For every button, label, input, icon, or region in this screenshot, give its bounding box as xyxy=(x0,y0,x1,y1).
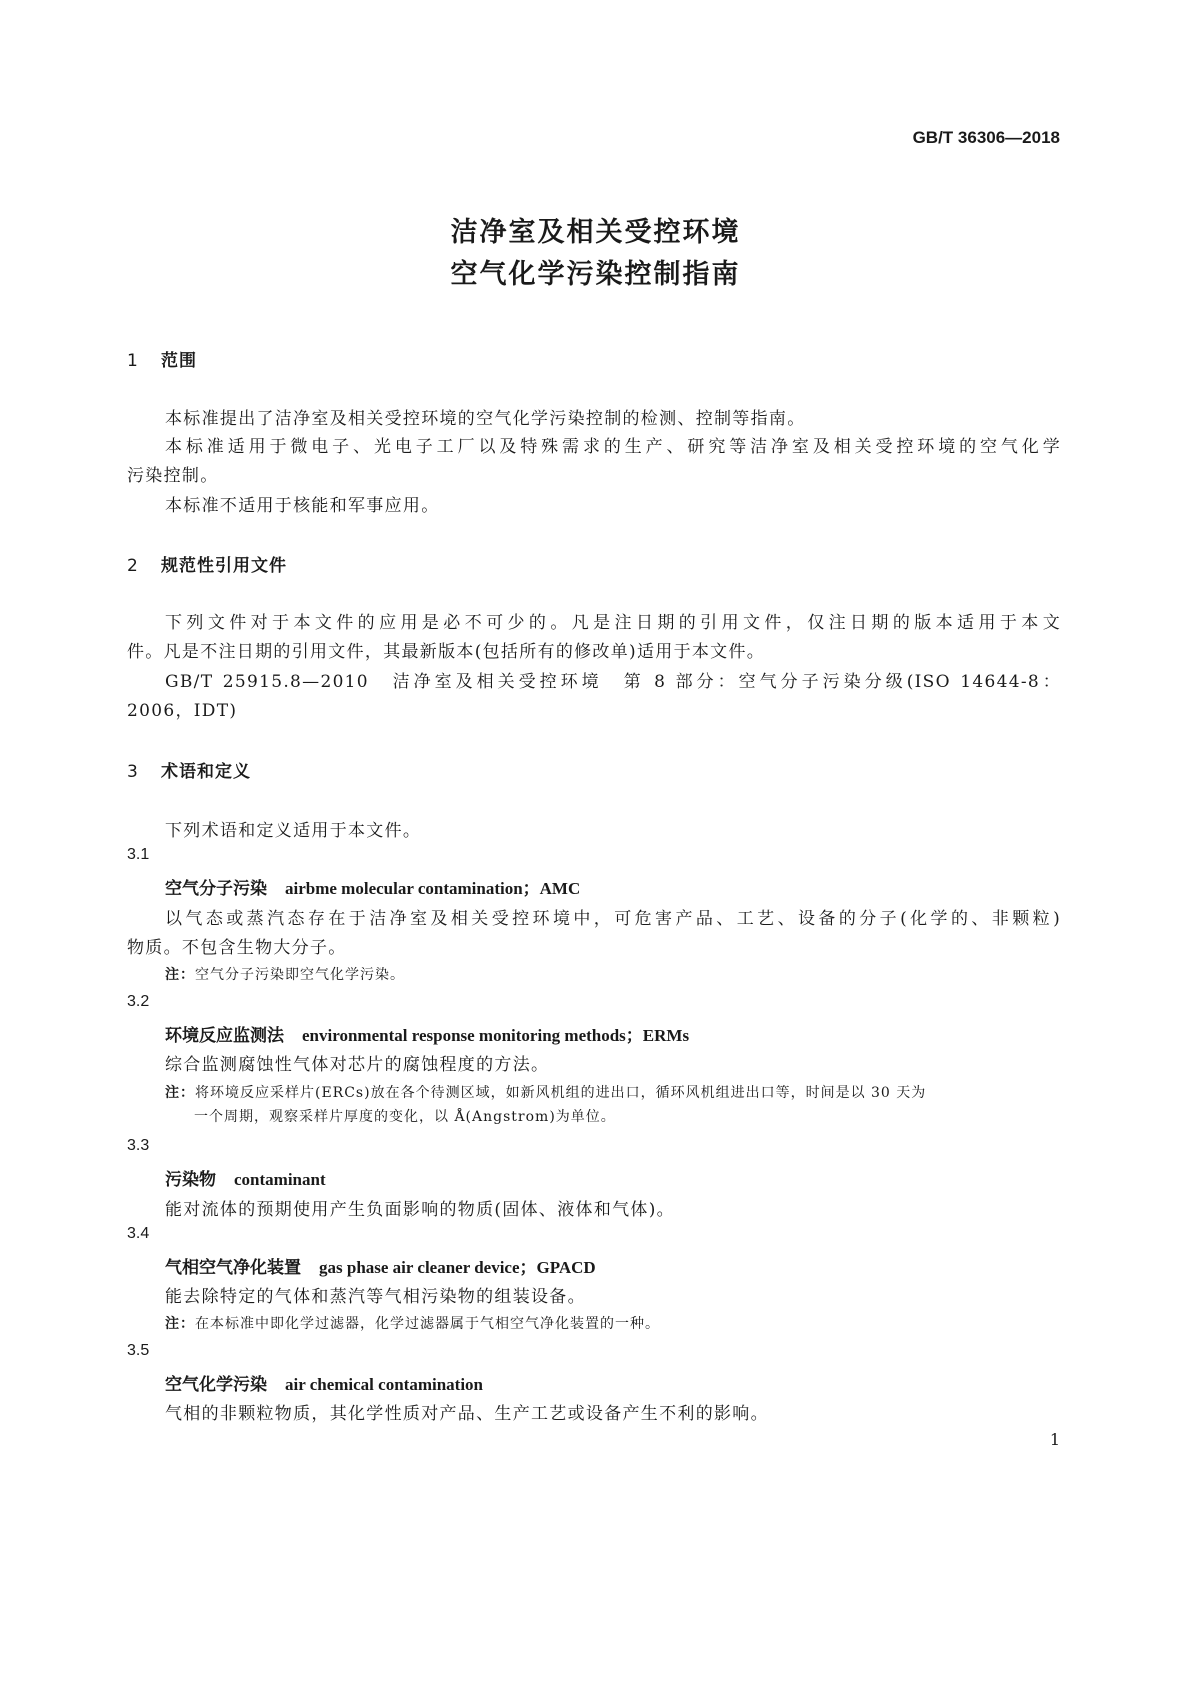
term-title xyxy=(165,874,580,899)
term-number: 3.3 xyxy=(127,1137,150,1154)
term-title xyxy=(165,1253,596,1278)
section-number: 2 xyxy=(127,556,139,576)
section-title: 规范性引用文件 xyxy=(161,556,287,576)
note-text: 在本标准中即化学过滤器，化学过滤器属于气相空气净化装置的一种。 xyxy=(195,1316,660,1332)
term-english: gas phase air cleaner device；GPACD xyxy=(319,1258,596,1277)
term-title xyxy=(165,1370,483,1395)
term-definition: 气相的非颗粒物质，其化学性质对产品、生产工艺或设备产生不利的影响。 xyxy=(165,1404,769,1424)
normative-reference-continuation: 2006，IDT) xyxy=(127,701,238,721)
term-chinese: 环境反应监测法 xyxy=(165,1026,284,1046)
section-title: 术语和定义 xyxy=(161,762,251,782)
term-english: environmental response monitoring methods；ERMs xyxy=(302,1026,690,1045)
term-definition: 以气态或蒸汽态存在于洁净室及相关受控环境中，可危害产品、工艺、设备的分子(化学的、非颗粒) xyxy=(165,909,1061,929)
normative-reference: GB/T 25915.8—2010 洁净室及相关受控环境 第 8 部分：空气分子污染分级(ISO 14644-8： xyxy=(165,672,1061,692)
term-number: 3.5 xyxy=(127,1342,150,1359)
standard-code: GB/T 36306—2018 xyxy=(912,128,1060,147)
term-number: 3.1 xyxy=(127,846,150,863)
term-definition: 能对流体的预期使用产生负面影响的物质(固体、液体和气体)。 xyxy=(165,1200,675,1220)
term-chinese: 空气化学污染 xyxy=(165,1375,267,1395)
term-title xyxy=(165,1021,689,1046)
section-number: 1 xyxy=(127,351,139,371)
section-heading-scope xyxy=(127,346,197,371)
term-definition-continuation: 物质。不包含生物大分子。 xyxy=(127,938,347,958)
term-number: 3.4 xyxy=(127,1225,150,1242)
section-title: 范围 xyxy=(161,351,197,371)
term-definition: 能去除特定的气体和蒸汽等气相污染物的组装设备。 xyxy=(165,1287,586,1307)
term-english: airbme molecular contamination；AMC xyxy=(285,879,581,898)
document-title-line-2: 空气化学污染控制指南 xyxy=(450,259,741,290)
term-note-continuation: 一个周期，观察采样片厚度的变化，以 Å(Angstrom)为单位。 xyxy=(194,1109,616,1125)
paragraph-continuation: 污染控制。 xyxy=(127,466,219,486)
section-number: 3 xyxy=(127,762,139,782)
paragraph-continuation: 件。凡是不注日期的引用文件，其最新版本(包括所有的修改单)适用于本文件。 xyxy=(127,642,766,662)
paragraph: 下列文件对于本文件的应用是必不可少的。凡是注日期的引用文件，仅注日期的版本适用于本文 xyxy=(165,613,1061,633)
document-title-line-1: 洁净室及相关受控环境 xyxy=(450,217,741,248)
term-note xyxy=(165,964,405,984)
term-chinese: 空气分子污染 xyxy=(165,879,267,899)
note-label: 注： xyxy=(165,1085,195,1101)
page-number: 1 xyxy=(1049,1430,1060,1449)
term-title xyxy=(165,1165,326,1190)
section-heading-terms-and-definitions xyxy=(127,757,251,782)
term-note xyxy=(165,1082,926,1102)
term-definition: 综合监测腐蚀性气体对芯片的腐蚀程度的方法。 xyxy=(165,1055,550,1075)
paragraph: 本标准不适用于核能和军事应用。 xyxy=(165,496,440,516)
paragraph: 本标准适用于微电子、光电子工厂以及特殊需求的生产、研究等洁净室及相关受控环境的空气化学 xyxy=(165,437,1061,457)
note-text: 空气分子污染即空气化学污染。 xyxy=(195,967,405,983)
note-label: 注： xyxy=(165,1316,195,1332)
term-english: contaminant xyxy=(234,1170,326,1189)
term-chinese: 气相空气净化装置 xyxy=(165,1258,301,1278)
note-label: 注： xyxy=(165,967,195,983)
section-heading-normative-references xyxy=(127,551,287,576)
paragraph: 本标准提出了洁净室及相关受控环境的空气化学污染控制的检测、控制等指南。 xyxy=(165,409,806,429)
term-note xyxy=(165,1313,660,1333)
note-text: 将环境反应采样片(ERCs)放在各个待测区域，如新风机组的进出口，循环风机组进出口等，时间是以 30 天为 xyxy=(195,1085,927,1101)
term-english: air chemical contamination xyxy=(285,1375,483,1394)
paragraph: 下列术语和定义适用于本文件。 xyxy=(165,821,422,841)
term-chinese: 污染物 xyxy=(165,1170,216,1190)
term-number: 3.2 xyxy=(127,993,150,1010)
